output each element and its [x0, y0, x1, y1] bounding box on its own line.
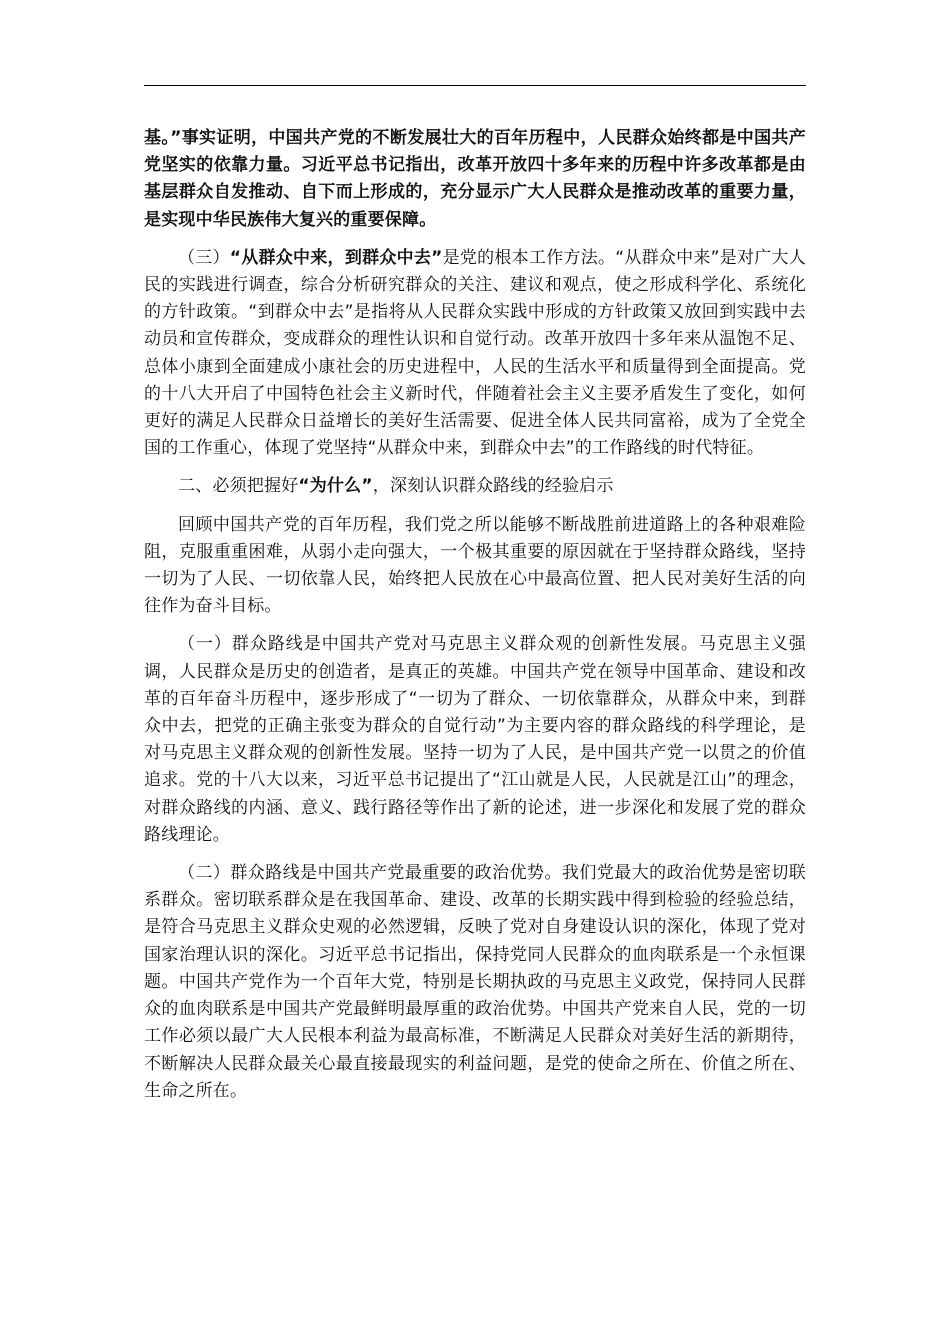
paragraph-2-text: 是党的根本工作方法。“从群众中来”是对广大人民的实践进行调查，综合分析研究群众的关注、建议和观点，使之形成科学化、系统化的方针政策。“到群众中去”是指将从人民群众实践中形成的方针政策又放回到实践中去动员和宣传群众，变成群众的理性认识和自觉行动。改革开放四十多年来从温饱不足、总体小康到全面建成小康社会的历史进程中，人民的生活水平和质量得到全面提高。党的十八大开启了中国特色社会主义新时代，伴随着社会主义主要矛盾发生了变化，如何更好的满足人民群众日益增长的美好生活需要、促进全体人民共同富裕，成为了全党全国的工作重心，体现了党坚持“从群众中来，到群众中去”的工作路线的时代特征。 [144, 247, 806, 459]
paragraph-1 [144, 125, 806, 234]
paragraph-1-text: 基。”事实证明，中国共产党的不断发展壮大的百年历程中，人民群众始终都是中国共产党坚实的依靠力量。习近平总书记指出，改革开放四十多年来的历程中许多改革都是由基层群众自发推动、自下而上形成的，充分显示广大人民群众是推动改革的重要力量，是实现中华民族伟大复兴的重要保障。 [144, 128, 806, 230]
paragraph-2 [144, 245, 806, 463]
section-heading-2-text: ，深刻认识群众路线的经验启示 [372, 476, 614, 497]
section-heading-2-lead: 二、必须把握好 [178, 476, 299, 497]
paragraph-5 [144, 631, 806, 849]
header-rule [144, 85, 806, 86]
document-body [144, 125, 806, 1116]
paragraph-2-quote: “从群众中来，到群众中去” [229, 247, 443, 268]
paragraph-6-text: （二）群众路线是中国共产党最重要的政治优势。我们党最大的政治优势是密切联系群众。密切联系群众是在我国革命、建设、改革的长期实践中得到检验的经验总结，是符合马克思主义群众史观的必然逻辑，反映了党对自身建设认识的深化，体现了党对国家治理认识的深化。习近平总书记指出，保持党同人民群众的血肉联系是一个永恒课题。中国共产党作为一个百年大党，特别是长期执政的马克思主义政党，保持同人民群众的血肉联系是中国共产党最鲜明最厚重的政治优势。中国共产党来自人民，党的一切工作必须以最广大人民根本利益为最高标准，不断满足人民群众对美好生活的新期待，不断解决人民群众最关心最直接最现实的利益问题，是党的使命之所在、价值之所在、生命之所在。 [144, 863, 806, 1101]
section-heading-2-quote: “为什么” [298, 476, 373, 497]
paragraph-4-text: 回顾中国共产党的百年历程，我们党之所以能够不断战胜前进道路上的各种艰难险阻，克服重重困难，从弱小走向强大，一个极其重要的原因就在于坚持群众路线，坚持一切为了人民、一切依靠人民，始终把人民放在心中最高位置、把人民对美好生活的向往作为奋斗目标。 [144, 514, 806, 617]
paragraph-5-text: （一）群众路线是中国共产党对马克思主义群众观的创新性发展。马克思主义强调，人民群众是历史的创造者，是真正的英雄。中国共产党在领导中国革命、建设和改革的百年奋斗历程中，逐步形成了“一切为了群众、一切依靠群众，从群众中来，到群众中去，把党的正确主张变为群众的自觉行动”为主要内容的群众路线的科学理论，是对马克思主义群众观的创新性发展。坚持一切为了人民，是中国共产党一以贯之的价值追求。党的十八大以来，习近平总书记提出了“江山就是人民，人民就是江山”的理念，对群众路线的内涵、意义、践行路径等作出了新的论述，进一步深化和发展了党的群众路线理论。 [144, 634, 806, 845]
paragraph-6 [144, 860, 806, 1105]
paragraph-4 [144, 512, 806, 621]
section-heading-2 [144, 473, 806, 500]
paragraph-2-lead: （三） [178, 247, 230, 268]
